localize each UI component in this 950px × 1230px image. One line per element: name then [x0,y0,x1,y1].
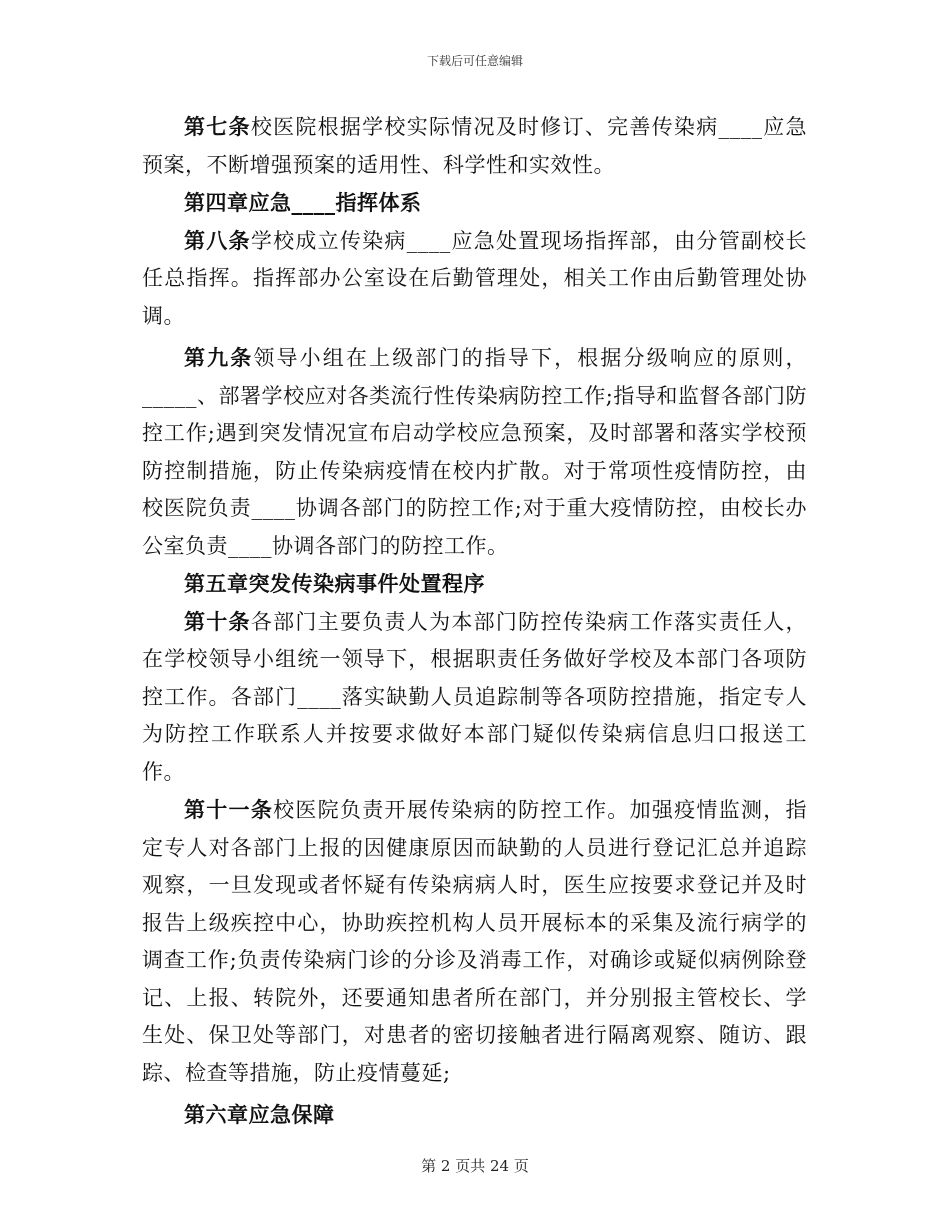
chapter-6-heading: 第六章应急保障 [184,1102,335,1127]
article-lead: 第十一条 [184,797,274,822]
document-body [142,108,807,1134]
chapter-5-heading: 第五章突发传染病事件处置程序 [184,571,485,596]
page-footer: 第 2 页共 24 页 [421,1157,529,1175]
article-text: 校医院根据学校实际情况及时修订、完善传染病____应急预案，不断增强预案的适用性、科学性和实效性。 [142,115,808,177]
article-text: 领导小组在上级部门的指导下，根据分级响应的原则，_____、部署学校应对各类流行性传染病防控工作;指导和监督各部门防控工作;遇到突发情况宣布启动学校应急预案，及时部署和落实学校预防控制措施，防止传染病疫情在校内扩散。对于常项性疫情防控，由校医院负责____协调各部门的防控工作;对于重大疫情防控，由校长办公室负责____协调各部门的防控工作。 [142,346,808,558]
article-text: 学校成立传染病____应急处置现场指挥部，由分管副校长任总指挥。指挥部办公室设在后勤管理处，相关工作由后勤管理处协调。 [142,228,808,328]
article-lead: 第七条 [184,114,251,139]
article-lead: 第九条 [184,345,254,370]
page-header: 下载后可任意编辑 [426,54,523,68]
chapter-4-heading: 第四章应急____指挥体系 [184,190,422,215]
article-8 [142,222,807,336]
article-10 [142,603,807,792]
article-7 [142,108,807,184]
article-lead: 第八条 [184,227,251,253]
article-lead: 第十条 [184,608,251,634]
article-text: 各部门主要负责人为本部门防控传染病工作落实责任人，在学校领导小组统一领导下，根据职责任务做好学校及本部门各项防控工作。各部门____落实缺勤人员追踪制等各项防控措施，指定专人为防控工作联系人并按要求做好本部门疑似传染病信息归口报送工作。 [142,609,808,784]
article-11 [142,791,807,1092]
article-9 [142,339,807,565]
article-text: 校医院负责开展传染病的防控工作。加强疫情监测，指定专人对各部门上报的因健康原因而缺勤的人员进行登记汇总并追踪观察，一旦发现或者怀疑有传染病病人时，医生应按要求登记并及时报告上级疾控中心，协助疾控机构人员开展标本的采集及流行病学的调查工作;负责传染病门诊的分诊及消毒工作，对确诊或疑似病例除登记、上报、转院外，还要通知患者所在部门，并分别报主管校长、学生处、保卫处等部门，对患者的密切接触者进行隔离观察、随访、跟踪、检查等措施，防止疫情蔓延; [142,798,808,1085]
